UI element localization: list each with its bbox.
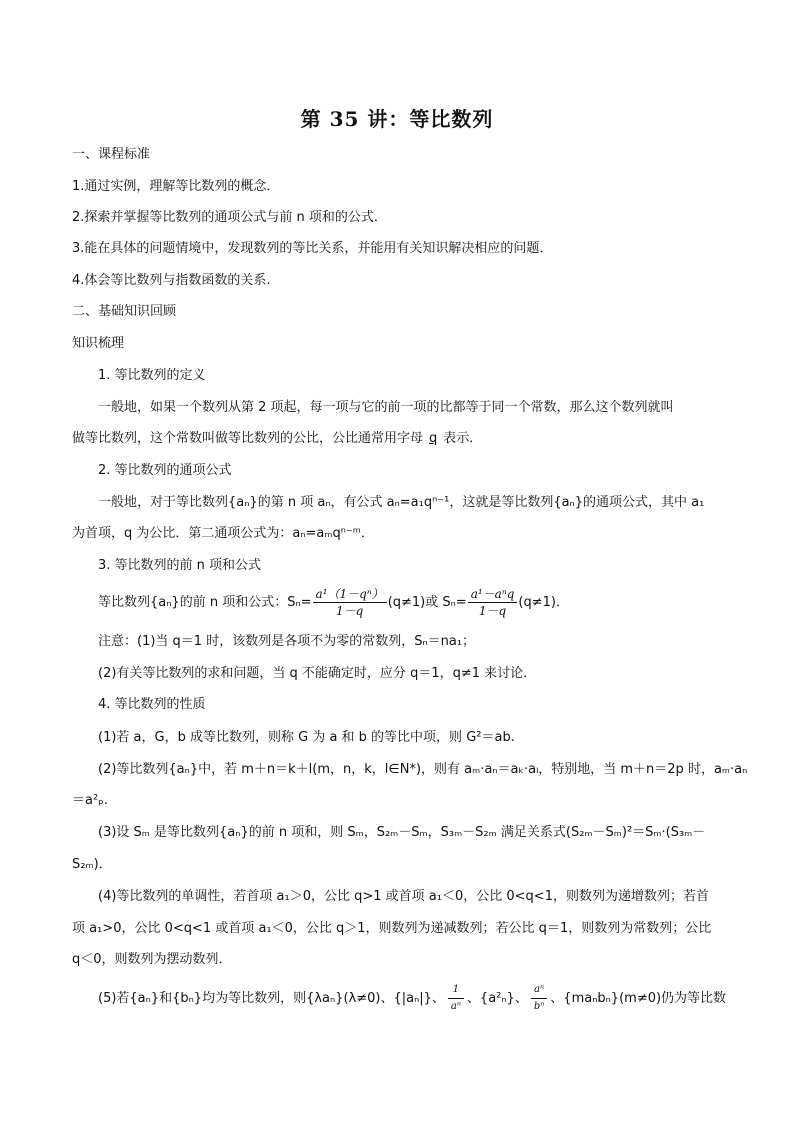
standard-item-2: 2.探索并掌握等比数列的通项公式与前 n 项和的公式． <box>72 210 387 225</box>
reciprocal-numerator: 1 <box>448 982 464 999</box>
subheading-knowledge: 知识梳理 <box>72 336 125 351</box>
note-line-1: 注意：(1)当 q＝1 时，该数列是各项不为零的常数列，Sₙ＝na₁； <box>98 634 476 649</box>
standard-item-1: 1.通过实例，理解等比数列的概念． <box>72 179 280 194</box>
knowledge-heading-1: 1. 等比数列的定义 <box>98 368 206 383</box>
sum-formula-fraction-1 <box>313 586 387 619</box>
definition-tail: 表示． <box>443 431 483 446</box>
knowledge-heading-3: 3. 等比数列的前 n 项和公式 <box>98 558 262 573</box>
knowledge-heading-2: 2. 等比数列的通项公式 <box>98 463 232 478</box>
property-5-middle: 、{a²ₙ}、 <box>466 991 528 1006</box>
definition-line-1: 一般地，如果一个数列从第 2 项起，每一项与它的前一项的比都等于同一个常数，那么这个数列就叫 <box>98 400 674 415</box>
sum-formula-fraction-2 <box>468 586 518 619</box>
property-4-line-3: q＜0，则数列为摆动数列． <box>72 952 232 967</box>
reciprocal-sequence <box>447 982 465 1015</box>
sum-formula-intro: 等比数列{aₙ}的前 n 项和公式：Sₙ= <box>98 595 312 610</box>
general-term-line-1: 一般地，对于等比数列{aₙ}的第 n 项 aₙ，有公式 aₙ=a₁qⁿ⁻¹，这就是等比数列{aₙ}的通项公式，其中 a₁ <box>98 495 705 510</box>
fraction-2-denominator: 1－q <box>478 604 507 618</box>
quotient-denominator: bⁿ <box>533 1001 545 1012</box>
knowledge-heading-4: 4. 等比数列的性质 <box>98 697 206 712</box>
standard-item-3: 3.能在具体的问题情境中，发现数列的等比关系，并能用有关知识解决相应的问题． <box>72 241 553 256</box>
reciprocal-denominator: aⁿ <box>450 1001 461 1012</box>
note-line-2: (2)有关等比数列的求和问题，当 q 不能确定时，应分 q＝1，q≠1 来讨论． <box>98 666 537 681</box>
property-3-line-1: (3)设 Sₘ 是等比数列{aₙ}的前 n 项和，则 Sₘ，S₂ₘ－Sₘ，S₃ₘ－S₂ₘ 满足关系式(S₂ₘ－Sₘ)²＝Sₘ·(S₃ₘ－ <box>98 825 706 840</box>
blank-answer-q: q <box>429 431 438 446</box>
property-4-line-1: (4)等比数列的单调性，若首项 a₁＞0，公比 q>1 或首项 a₁＜0，公比 0<q<1，则数列为递增数列；若首 <box>98 889 709 904</box>
section-heading-curriculum: 一、课程标准 <box>72 147 151 162</box>
page-title: 第 35 讲：等比数列 <box>300 107 494 131</box>
fraction-1-denominator: 1－q <box>335 604 364 618</box>
property-5-tail: 、{maₙbₙ}(m≠0)仍为等比数 <box>550 991 727 1006</box>
sum-formula-middle: (q≠1)或 Sₙ= <box>387 595 467 610</box>
property-3-line-2: S₂ₘ)． <box>72 857 112 872</box>
fraction-1-numerator: a¹（1－qⁿ） <box>313 586 387 603</box>
property-5-line <box>98 982 732 1015</box>
definition-text: 做等比数列，这个常数叫做等比数列的公比，公比通常用字母 <box>72 431 424 446</box>
quotient-numerator: aⁿ <box>531 982 547 999</box>
section-heading-basics: 二、基础知识回顾 <box>72 304 177 319</box>
property-2-line-2: ＝a²ₚ. <box>72 793 108 808</box>
sum-formula-tail: (q≠1)． <box>518 595 569 610</box>
property-2-line-1: (2)等比数列{aₙ}中，若 m＋n＝k＋l(m，n，k，l∈N*)，则有 aₘ·aₙ＝aₖ·aₗ，特别地，当 m＋n＝2p 时，aₘ·aₙ <box>98 762 748 777</box>
general-term-line-2: 为首项，q 为公比．第二通项公式为：aₙ=aₘqⁿ⁻ᵐ． <box>72 526 374 541</box>
definition-line-2 <box>72 430 732 448</box>
standard-item-4: 4.体会等比数列与指数函数的关系. <box>72 273 271 288</box>
property-4-line-2: 项 a₁>0，公比 0<q<1 或首项 a₁＜0，公比 q＞1，则数列为递减数列；若公比 q＝1，则数列为常数列；公比 <box>72 921 712 936</box>
sum-formula-line <box>98 586 732 620</box>
property-5-intro: (5)若{aₙ}和{bₙ}均为等比数列，则{λaₙ}(λ≠0)、{|aₙ|}、 <box>98 991 445 1006</box>
fraction-2-numerator: a¹－aⁿq <box>468 586 518 603</box>
quotient-sequence <box>530 982 548 1015</box>
property-1: (1)若 a，G，b 成等比数列，则称 G 为 a 和 b 的等比中项，则 G²＝ab. <box>98 730 515 745</box>
